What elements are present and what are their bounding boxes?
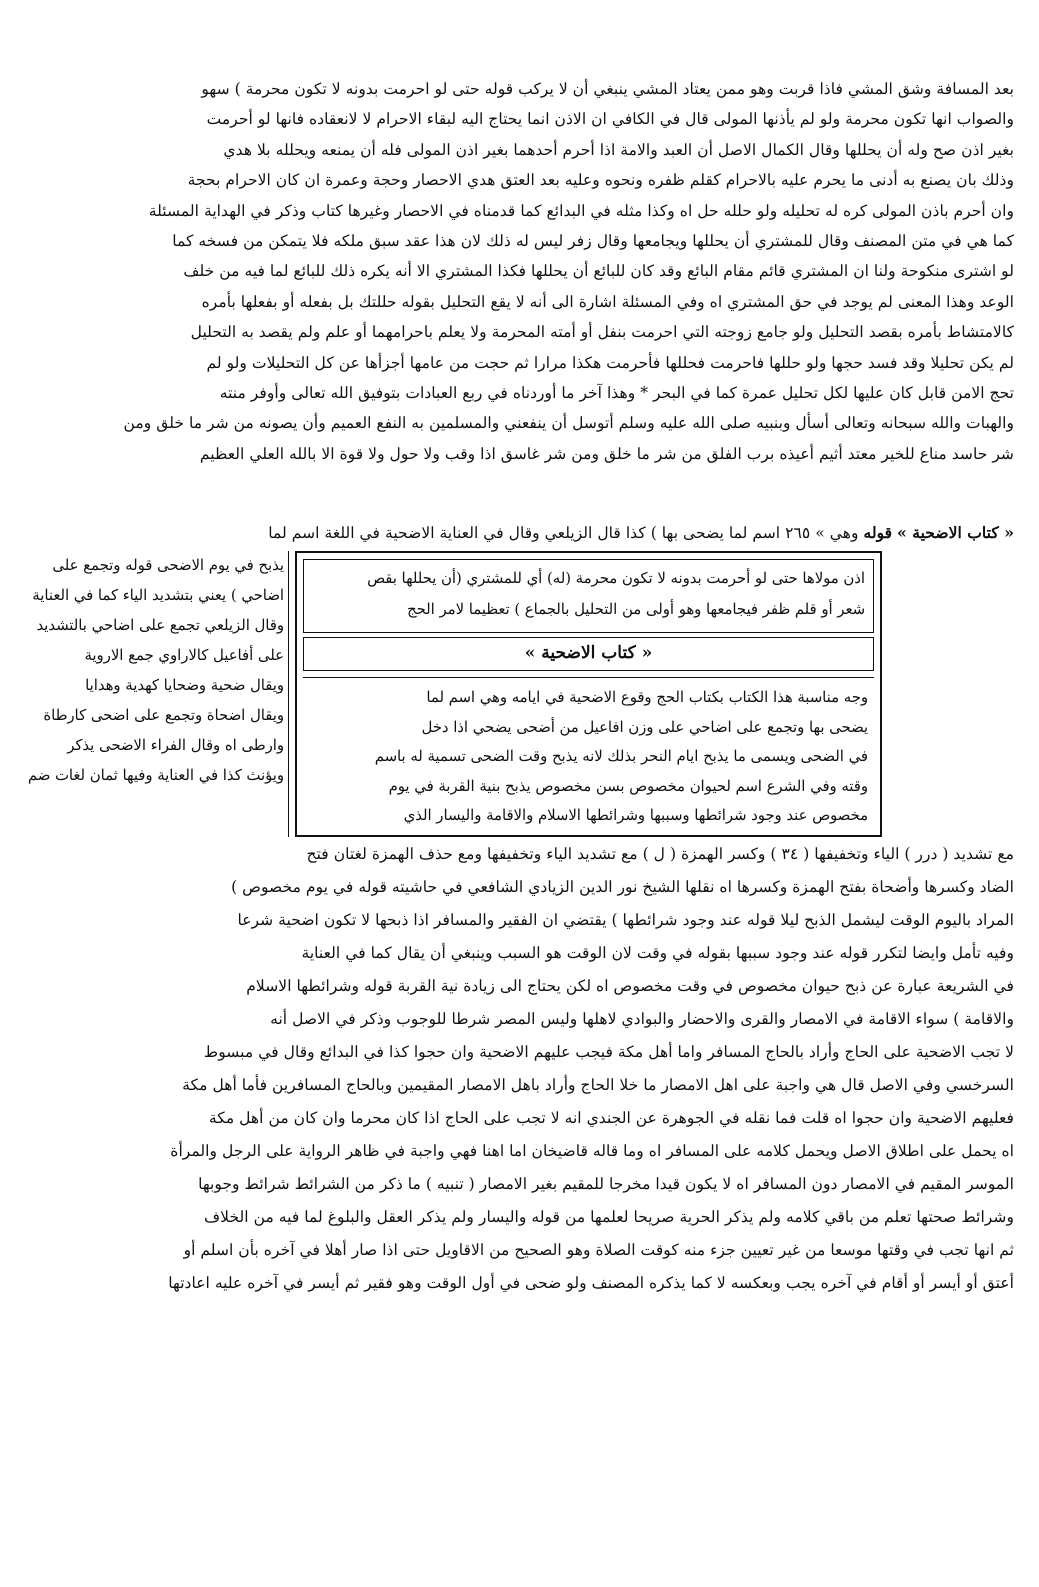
box-chapter-title: « كتاب الاضحية » [303, 637, 874, 671]
top-commentary [22, 74, 1014, 469]
text-line: تحج الامن قابل كان عليها لكل تحليل عمرة كما في البحر * وهذا آخر ما أوردناه في ربع العبادات بتوفيق الله تعالى وأوفر منته [219, 383, 1014, 402]
text-line: وذلك بان يصنع به أدنى ما يحرم عليه بالاحرام كقلم ظفره ونحوه وعليه بعد العتق هدي الاحصار وحجة وعمرة ان كان الاحرام بحجة [187, 171, 1014, 190]
bottom-line: مع تشديد ( درر ) الياء وتخفيفها ( ٣٤ ) وكسر الهمزة ( ل ) مع تشديد الياء وتخفيفها ومع حذف الهمزة لغتان فتح [306, 845, 1014, 863]
box-line: شعر أو قلم ظفر فيجامعها وهو أولى من التحليل بالجماع ) تعظيما لامر الحج [407, 601, 865, 618]
column-rule [288, 551, 289, 837]
page-number: ٢٦٥ [785, 524, 811, 542]
bottom-line: لا تجب الاضحية على الحاج وأراد بالحاج المسافر واما أهل مكة فيجب عليهم الاضحية وان حجوا كذا في البدائع وقال في مبسوط [203, 1043, 1014, 1061]
box-line: في الضحى ويسمى ما يذبح ايام النحر بذلك لانه يذبح وقت الضحى تسمية له باسم [374, 748, 868, 766]
text-line: لو اشترى منكوحة ولنا ان المشتري قائم مقام البائع وقد كان للبائع أن يحللها فكذا المشتري الا أنه يكره ذلك للبائع لما فيه من خلف [183, 262, 1014, 281]
box-line: اذن مولاها حتى لو أحرمت بدونه لا تكون محرمة (له) أي للمشتري (أن يحللها بقص [367, 570, 865, 587]
heading-text-left: اسم لما يضحى بها ) كذا قال الزيلعي وقال في العناية الاضحية في اللغة اسم لما [268, 524, 781, 542]
bottom-line: أعتق أو أيسر أو أقام في آخره يجب وبعكسه لا كما يذكره المصنف ولو ضحى في أول الوقت وهو فقير ثم أيسر في آخره عليه اعادتها [168, 1274, 1014, 1292]
side-line: وقال الزيلعي تجمع على اضاحي بالتشديد [36, 617, 284, 634]
side-line: يذبح في يوم الاضحى قوله وتجمع على [52, 557, 284, 574]
side-commentary [22, 551, 284, 791]
text-line: كما هي في متن المصنف وقال للمشتري أن يحللها ويجامعها وقال زفر ليس له ذلك لان هذا عقد سبق ملكه فلا يتمكن من فسخه كما [172, 231, 1014, 250]
bottom-line: وفيه تأمل وايضا لتكرر قوله عند وجود سببها بقوله في وقت لان الوقت هو السبب وينبغي أن يقال كما في العناية [301, 944, 1014, 962]
bottom-line: وشرائط صحتها تعلم من باقي كلامه ولم يذكر الحرية صريحا لعلمها من قوله واليسار ولم يذكر العقل والبلوغ لما فيه من الخلاف [204, 1208, 1014, 1226]
text-line: بغير اذن صح وله أن يحللها وقال الكمال الاصل أن العبد والامة اذا أحرم أحدهما بغير اذن المولى فله أن يمنعه ويحلله بلا هدي [223, 140, 1014, 159]
text-line: بعد المسافة وشق المشي فاذا قربت وهو ممن يعتاد المشي ينبغي أن لا يركب قوله حتى لو احرمت بدونه لا تكون محرمة ) سهو [201, 80, 1014, 98]
heading-text-mid: وهي » [815, 524, 859, 542]
bottom-line: المراد باليوم الوقت ليشمل الذبح ليلا قوله عند وجود شرائطها ) يقتضي ان الفقير والمسافر اذا ذبحها لا تكون اضحية شرعا [237, 911, 1014, 929]
side-line: ويقال اضحاة وتجمع على اضحى كارطاة [43, 707, 284, 724]
bottom-line: السرخسي وفي الاصل قال هي واجبة على اهل الامصار ما خلا الحاج وأراد باهل الامصار المقيمين وبالحاج المسافرين فأما أهل مكة [182, 1076, 1014, 1094]
side-line: اضاحي ) يعني بتشديد الياء كما في العناية [32, 587, 284, 604]
box-line: مخصوص عند وجود شرائطها وسببها وشرائطها الاسلام والاقامة واليسار الذي [403, 807, 868, 825]
main-text-box [295, 551, 882, 837]
chapter-heading: « كتاب الاضحية » [897, 523, 1014, 542]
text-line: لم يكن تحليلا وقد فسد حجها ولو حللها فاحرمت فحللها فأحرمت هكذا مرارا ثم حجت من عامها أجزأها عن كل التحليلات ولو لم [206, 353, 1014, 372]
text-line: وان أحرم باذن المولى كره له تحليله ولو حلله حل اه وكذا مثله في البدائع كما قدمناه في الاحصار وغيرها كتاب وذكر في الهداية المسئلة [148, 201, 1014, 220]
box-line: يضحى بها وتجمع على اضاحي على وزن افاعيل من أضحى يضحي اذا دخل [421, 718, 868, 736]
side-line: ويقال ضحية وضحايا كهدية وهدايا [85, 677, 284, 694]
bottom-line: والاقامة ) سواء الاقامة في الامصار والقرى والاحضار والبوادي لاهلها وليس المصر شرطا للوجوب وذكر في الاصل أنه [270, 1010, 1014, 1028]
text-line: والصواب انها تكون محرمة ولو لم يأذنها المولى قال في الكافي ان الاذن انما يحتاج اليه لبقاء الاحرام لا لانعقاده فانها لو أحرمت [206, 110, 1014, 129]
side-line: على أفاعيل كالاراوي جمع الاروية [84, 647, 284, 664]
side-line: ويؤنث كذا في العناية وفيها ثمان لغات ضم [27, 767, 284, 784]
bottom-line: ثم انها تجب في وقتها موسعا من غير تعيين جزء منه كوقت الصلاة وهو الصحيح من الاقاويل حتى اذا صار أهلا في آخره بأن اسلم أو [183, 1241, 1014, 1259]
bottom-line: الضاد وكسرها وأضحاة بفتح الهمزة وكسرها اه نقلها الشيخ نور الدين الزيادي الشافعي في حاشيته قوله في يوم مخصوص ) [231, 878, 1014, 896]
bottom-line: الموسر المقيم في الامصار دون المسافر اه لا يكون قيدا مخرجا للمقيم بغير الامصار ( تنبيه ) ما ذكر من الشرائط شرائط وجوبها [198, 1175, 1014, 1193]
chapter-heading-row [22, 518, 1014, 548]
text-line: شر حاسد مناع للخير معتد أثيم أعيذه برب الفلق من شر ما خلق ومن شر غاسق اذا وقب ولا حول ولا قوة الا بالله العلي العظيم [199, 444, 1014, 463]
side-line: وارطى اه وقال الفراء الاضحى يذكر [67, 737, 284, 754]
bottom-line: فعليهم الاضحية وان حجوا اه قلت فما نقله في الجوهرة عن الجندي انه لا تجب على الحاج اذا كان محرما وان كان من أهل مكة [208, 1109, 1014, 1127]
box-top-text [303, 559, 874, 633]
box-line: وقته وفي الشرع اسم لحيوان مخصوص بسن مخصوص يذبح بنية القربة في يوم [388, 777, 868, 795]
text-line: والهبات والله سبحانه وتعالى أسأل وبنبيه صلى الله عليه وسلم أتوسل أن ينفعني والمسلمين به النفع العميم وأن يصونه من شر ما خلق ومن [123, 414, 1014, 433]
keyword-qawluh: قوله [863, 523, 893, 542]
bottom-line: في الشريعة عبارة عن ذبح حيوان مخصوص في وقت مخصوص اه لكن يحتاج الى زيادة نية القربة قوله وشرائطها الاسلام [246, 977, 1014, 995]
box-line: وجه مناسبة هذا الكتاب بكتاب الحج وقوع الاضحية في ايامه وهي اسم لما [426, 689, 868, 706]
bottom-line: اه يحمل على اطلاق الاصل ويحمل كلامه على المسافر اه وما قاله قاضيخان اما اهنا فهي واجبة في ظاهر الرواية على الرجل والمرأة [170, 1142, 1014, 1160]
box-divider [303, 677, 874, 678]
box-body [309, 683, 868, 831]
text-line: كالامتشاط بأمره بقصد التحليل ولو جامع زوجته التي احرمت بنفل أو أمته المحرمة ولا يعلم باحرامهما أو علم ولم يقصد به التحليل [190, 323, 1014, 342]
text-line: الوعد وهذا المعنى لم يوجد في حق المشتري اه وفي المسئلة اشارة الى أنه لا يقع التحليل بقوله حللتك بل بفعله أو بفعلها بأمره [201, 292, 1014, 311]
